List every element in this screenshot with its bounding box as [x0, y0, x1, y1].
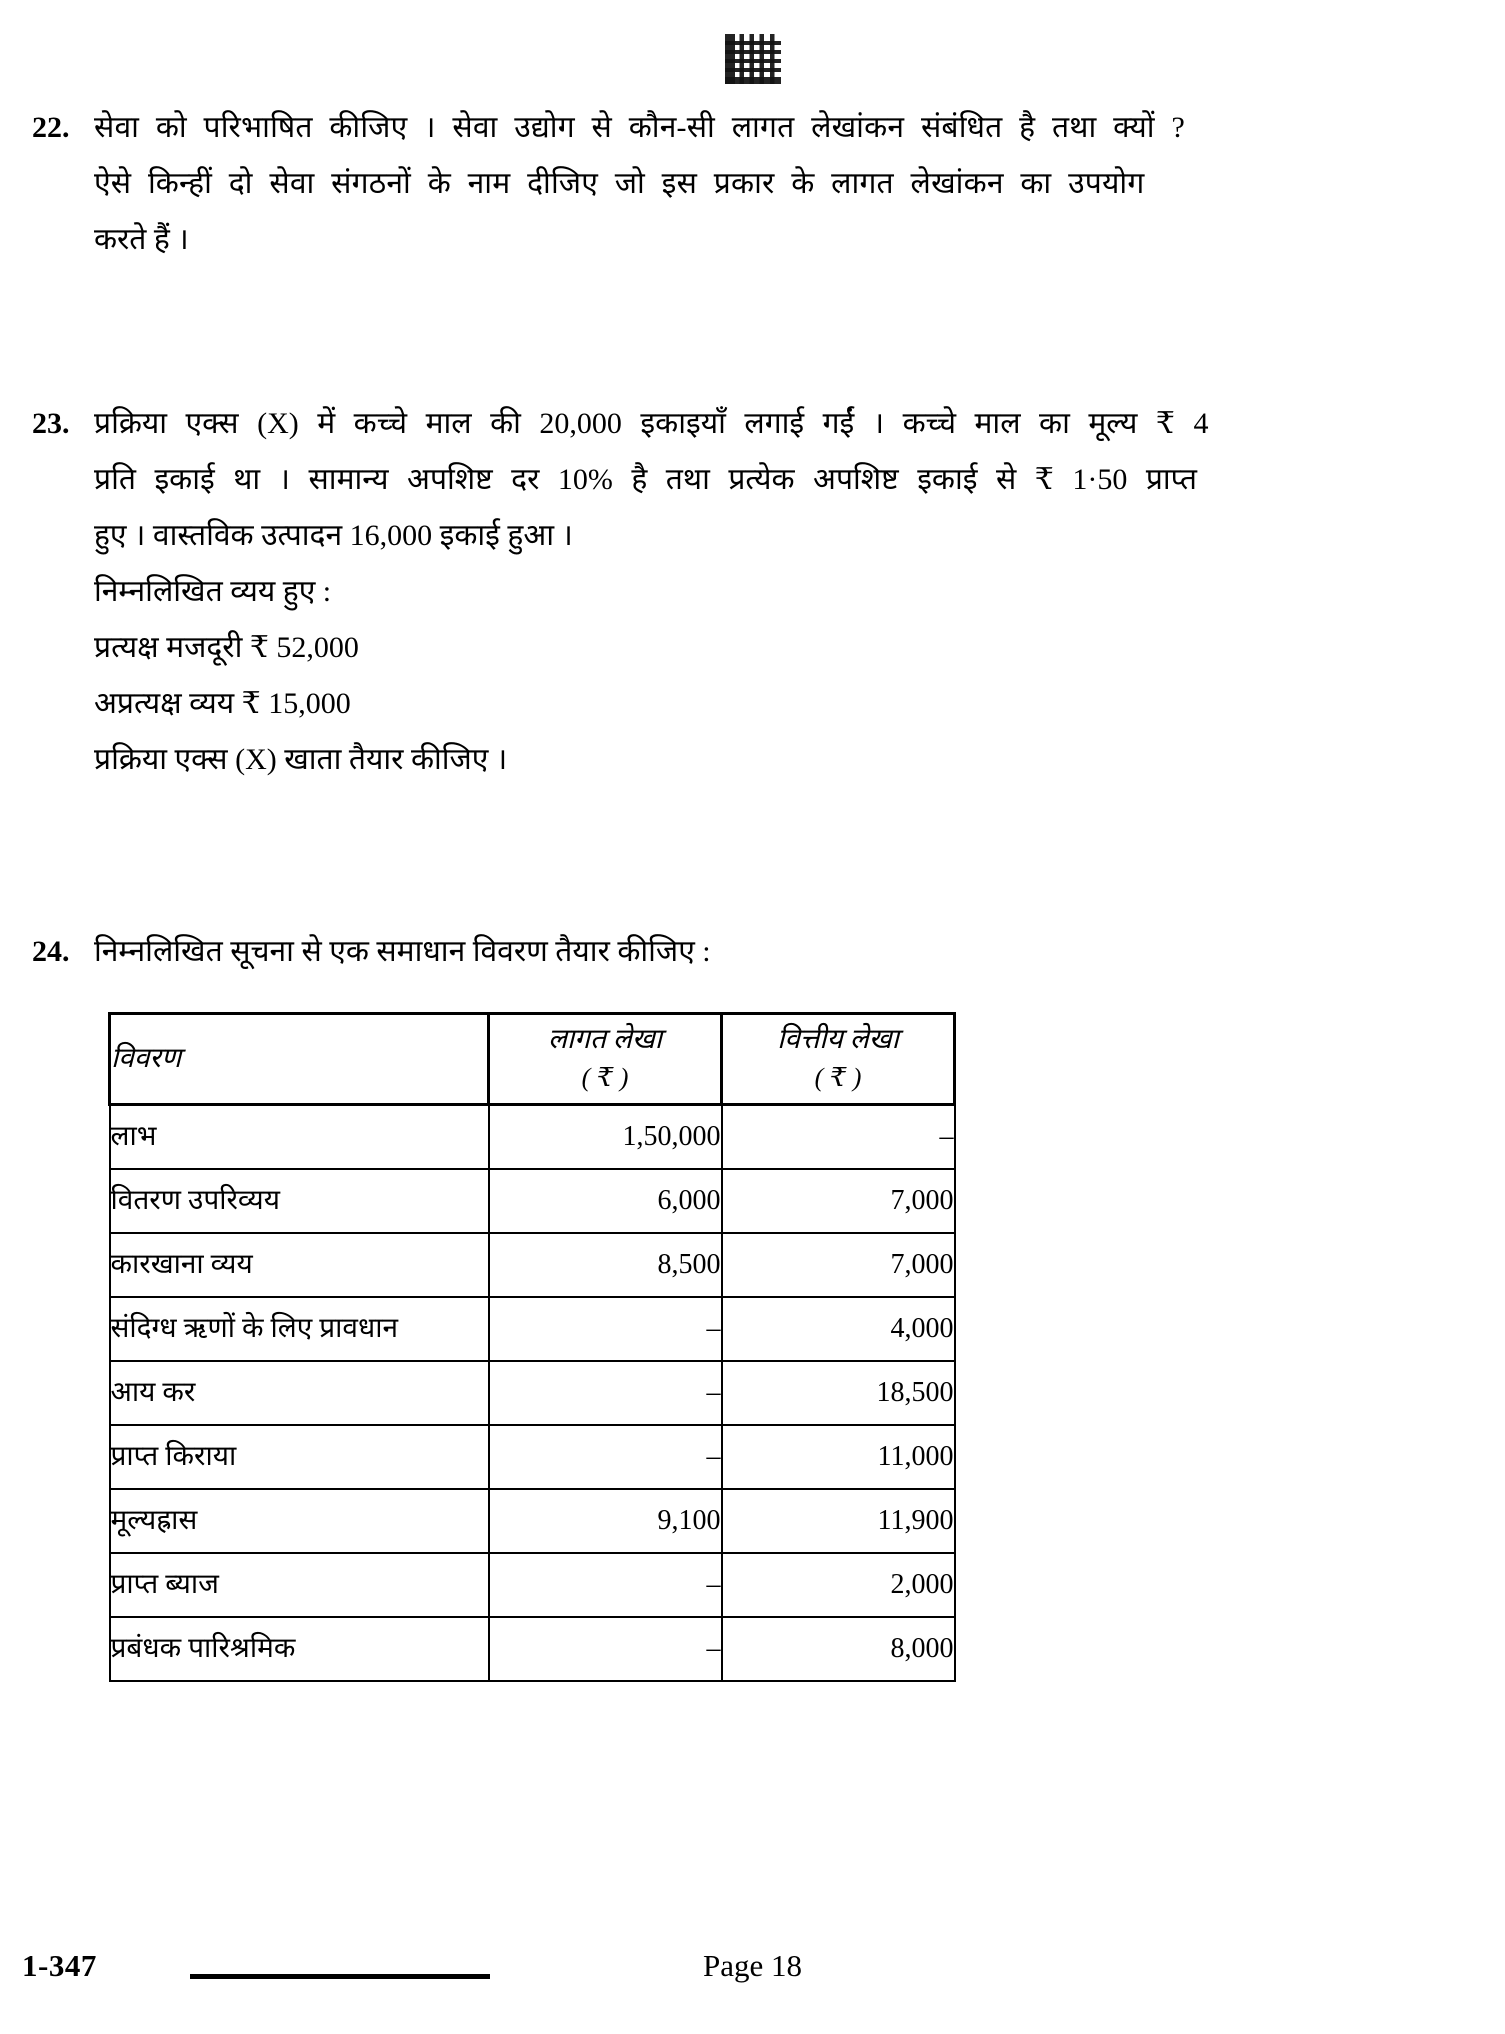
question-23-line-7: प्रक्रिया एक्स (X) खाता तैयार कीजिए ।: [94, 743, 508, 776]
question-23-line-3: हुए । वास्तविक उत्पादन 16,000 इकाई हुआ ।: [94, 519, 573, 552]
table-row: [110, 1361, 955, 1425]
question-22-line-3: करते हैं ।: [94, 223, 189, 256]
row-label: संदिग्ध ऋणों के लिए प्रावधान: [110, 1297, 489, 1361]
header-cost-accounts: [489, 1014, 722, 1105]
row-cost-value: –: [489, 1617, 722, 1681]
row-financial-value: 7,000: [722, 1169, 955, 1233]
row-cost-value: –: [489, 1361, 722, 1425]
table-row: [110, 1233, 955, 1297]
row-cost-value: –: [489, 1553, 722, 1617]
question-23-number: 23.: [32, 407, 70, 440]
question-23-line-1: प्रक्रिया एक्स (X) में कच्चे माल की 20,000 इकाइयाँ लगाई गईं । कच्चे माल का मूल्य ₹ 4: [94, 407, 1209, 440]
question-23-line-6: अप्रत्यक्ष व्यय ₹ 15,000: [94, 687, 351, 720]
question-22-line-1: सेवा को परिभाषित कीजिए । सेवा उद्योग से कौन-सी लागत लेखांकन संबंधित है तथा क्यों ?: [94, 111, 1185, 144]
question-22-line-2: ऐसे किन्हीं दो सेवा संगठनों के नाम दीजिए जो इस प्रकार के लागत लेखांकन का उपयोग: [94, 167, 1145, 200]
table-row: [110, 1553, 955, 1617]
row-label: मूल्यह्रास: [110, 1489, 489, 1553]
row-label: प्राप्त किराया: [110, 1425, 489, 1489]
header-financial-accounts-unit: ( ₹ ): [814, 1063, 862, 1092]
row-label: प्रबंधक पारिश्रमिक: [110, 1617, 489, 1681]
question-24-number: 24.: [32, 935, 70, 968]
row-financial-value: 8,000: [722, 1617, 955, 1681]
qr-barcode-icon: [725, 34, 781, 84]
row-financial-value: 4,000: [722, 1297, 955, 1361]
table-row: [110, 1297, 955, 1361]
table-body: [110, 1105, 955, 1682]
header-cost-accounts-label: लागत लेखा: [547, 1024, 663, 1055]
table-row: [110, 1617, 955, 1681]
question-24-line-1: निम्नलिखित सूचना से एक समाधान विवरण तैयार कीजिए :: [94, 935, 711, 968]
row-cost-value: 1,50,000: [489, 1105, 722, 1170]
header-financial-accounts-label: वित्तीय लेखा: [777, 1024, 899, 1055]
row-financial-value: 11,900: [722, 1489, 955, 1553]
row-cost-value: 8,500: [489, 1233, 722, 1297]
table-row: [110, 1489, 955, 1553]
header-cost-accounts-unit: ( ₹ ): [581, 1063, 629, 1092]
table-header: [110, 1014, 955, 1105]
question-23-text: [94, 396, 1414, 788]
barcode-container: [0, 34, 1505, 84]
page-footer: [0, 1948, 1505, 1996]
row-financial-value: 7,000: [722, 1233, 955, 1297]
question-23: [14, 396, 1414, 788]
row-label: आय कर: [110, 1361, 489, 1425]
page-number: Page 18: [702, 1948, 802, 1983]
row-financial-value: 18,500: [722, 1361, 955, 1425]
paper-code: 1-347: [22, 1948, 97, 1983]
question-23-line-2: प्रति इकाई था । सामान्य अपशिष्ट दर 10% है तथा प्रत्येक अपशिष्ट इकाई से ₹ 1·50 प्राप्त: [94, 463, 1198, 496]
row-label: कारखाना व्यय: [110, 1233, 489, 1297]
row-cost-value: 6,000: [489, 1169, 722, 1233]
table-row: [110, 1425, 955, 1489]
row-cost-value: –: [489, 1297, 722, 1361]
row-label: लाभ: [110, 1105, 489, 1170]
row-cost-value: 9,100: [489, 1489, 722, 1553]
row-financial-value: 11,000: [722, 1425, 955, 1489]
reconciliation-table: [108, 1012, 956, 1682]
question-24: [14, 924, 1414, 980]
header-particulars: [110, 1014, 489, 1105]
row-label: प्राप्त ब्याज: [110, 1553, 489, 1617]
header-financial-accounts: [722, 1014, 955, 1105]
question-22: [14, 100, 1414, 268]
table-row: [110, 1105, 955, 1170]
question-24-text: [94, 924, 1414, 980]
row-label: वितरण उपरिव्यय: [110, 1169, 489, 1233]
question-22-text: [94, 100, 1414, 268]
table-header-row: [110, 1014, 955, 1105]
row-cost-value: –: [489, 1425, 722, 1489]
row-financial-value: –: [722, 1105, 955, 1170]
header-particulars-label: विवरण: [111, 1043, 182, 1074]
question-23-line-5: प्रत्यक्ष मजदूरी ₹ 52,000: [94, 631, 359, 664]
reconciliation-table-container: [108, 1012, 954, 1682]
question-23-line-4: निम्नलिखित व्यय हुए :: [94, 575, 332, 608]
question-22-number: 22.: [32, 111, 70, 144]
row-financial-value: 2,000: [722, 1553, 955, 1617]
table-row: [110, 1169, 955, 1233]
